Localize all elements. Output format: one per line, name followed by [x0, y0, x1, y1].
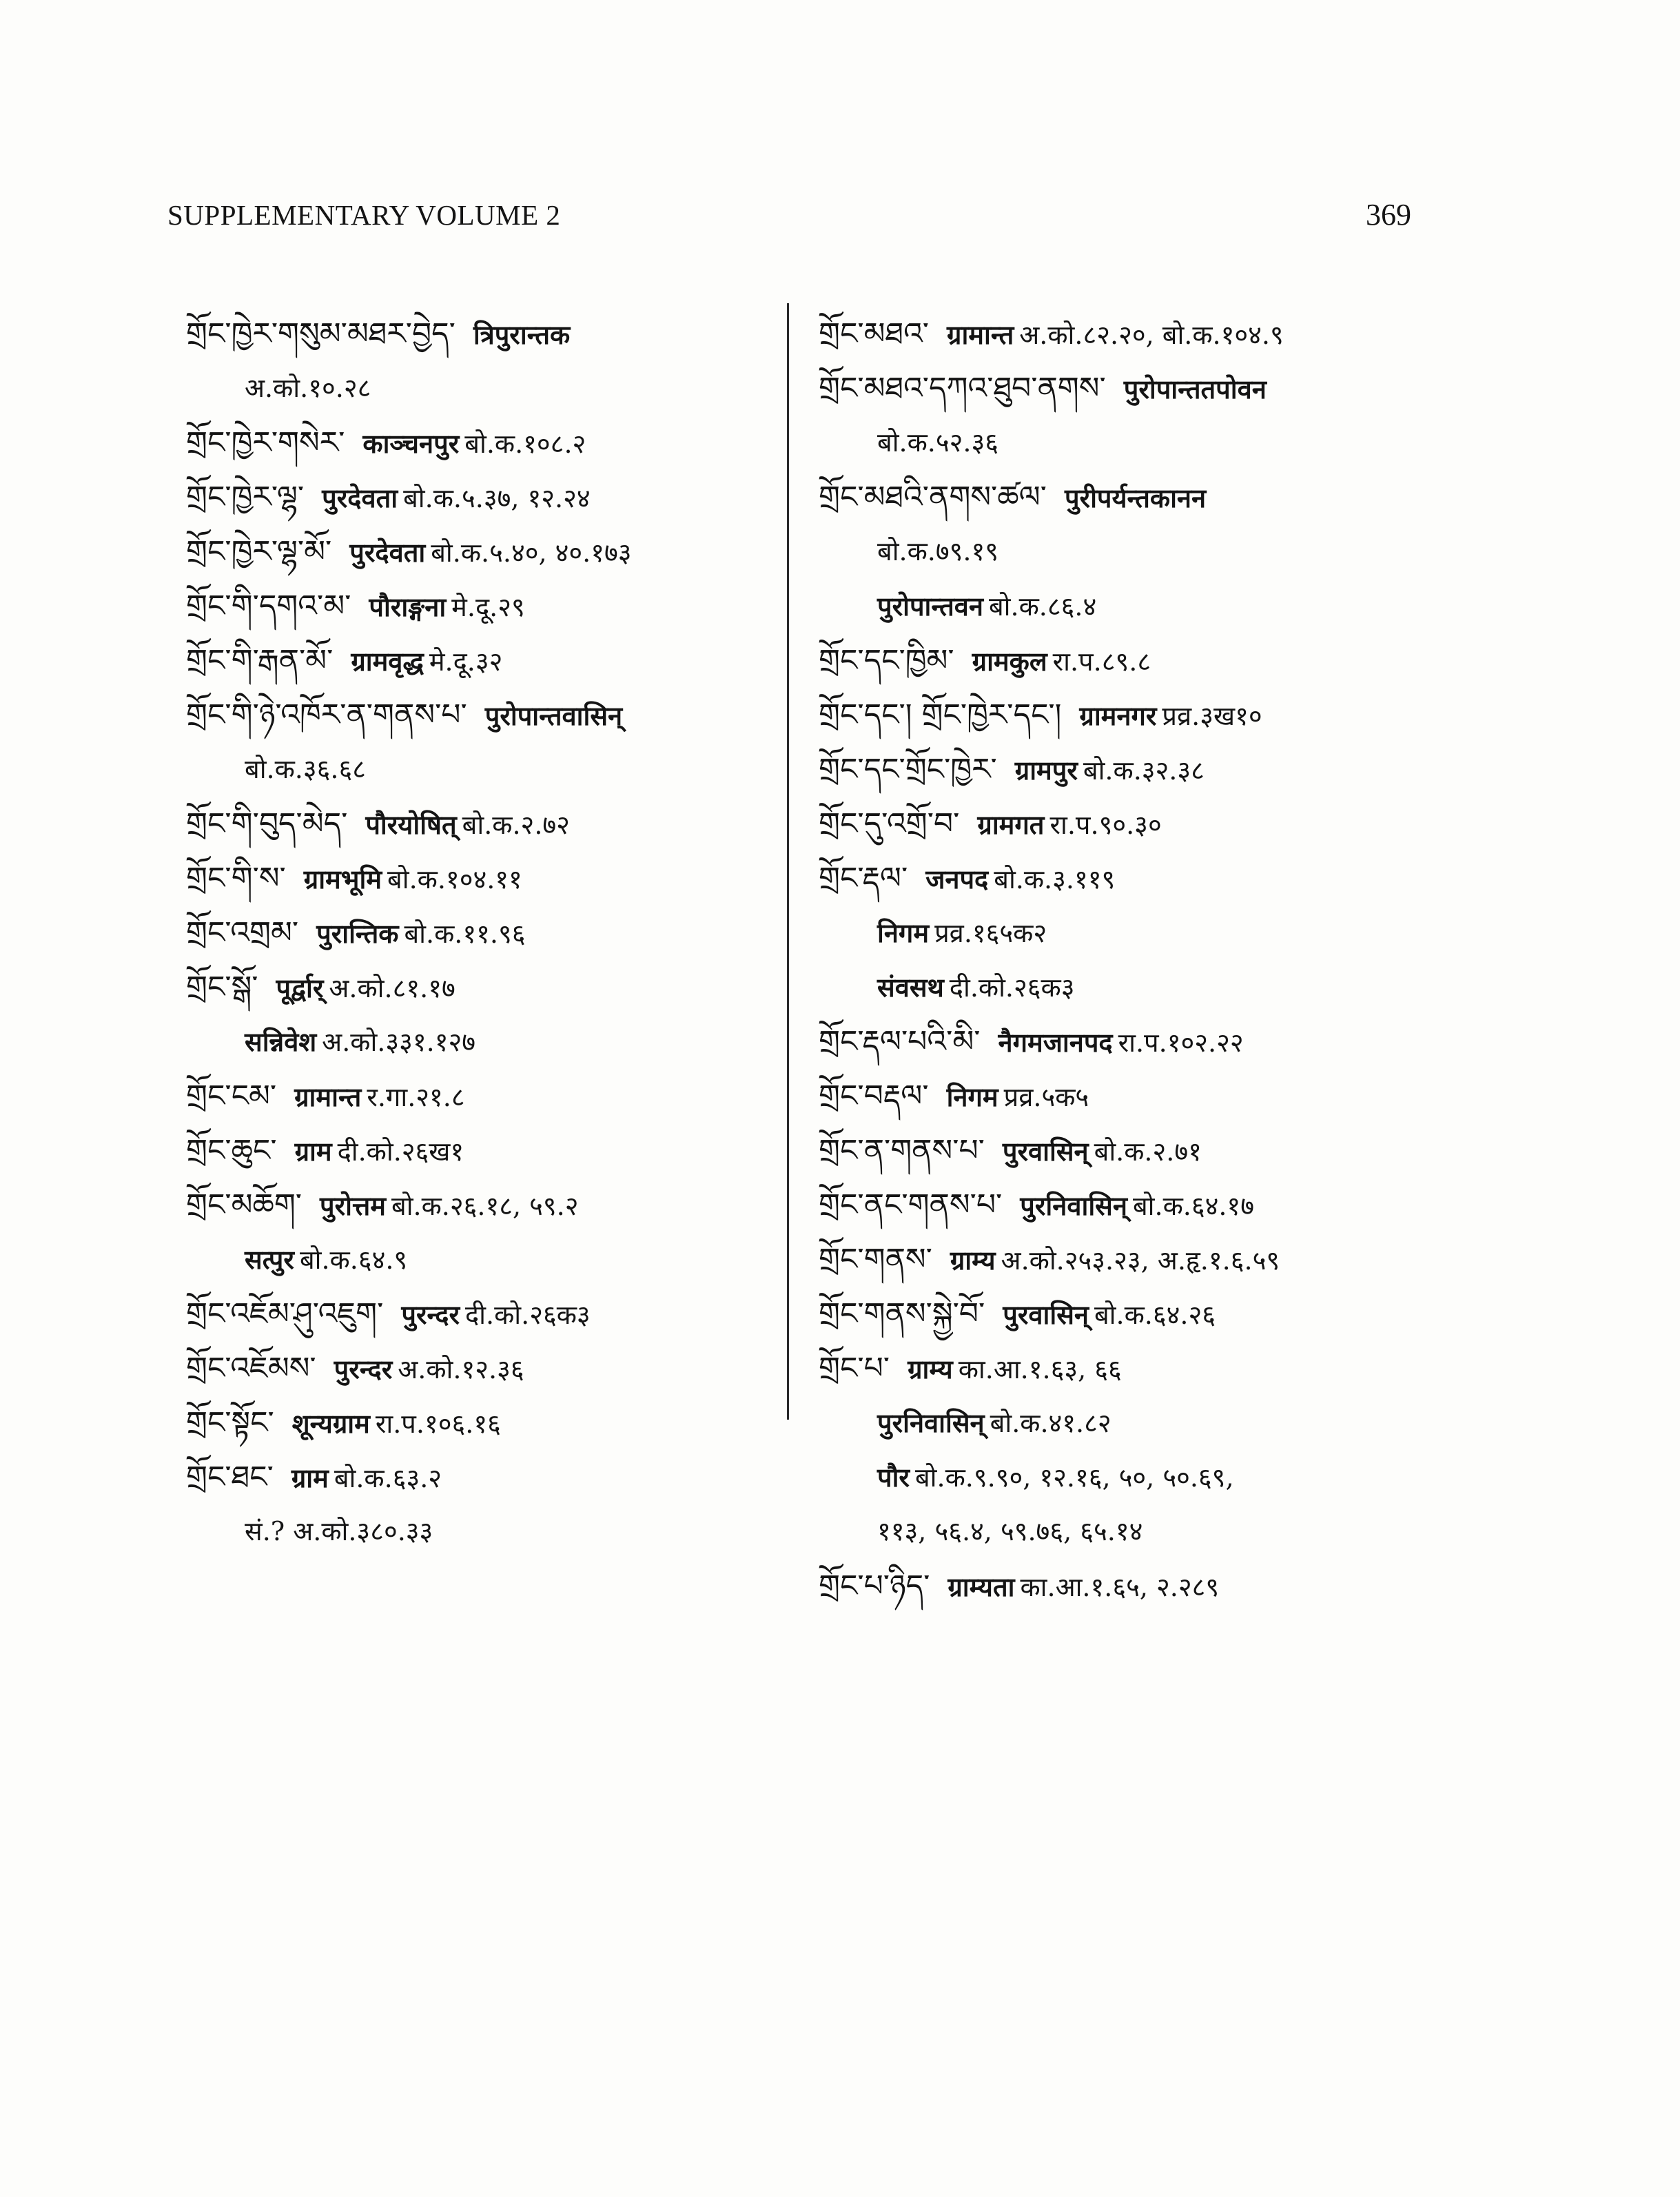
dictionary-entry: [819, 633, 1439, 688]
sanskrit-equivalent: पौराङ्गना: [369, 591, 447, 622]
tibetan-headword: གྲོང་མཐའི་ནགས་ཚལ་: [819, 480, 1047, 515]
dictionary-entry: [819, 1069, 1439, 1123]
sanskrit-equivalent: पुरन्दर: [334, 1353, 393, 1384]
source-reference: बो.क.६३.२: [334, 1463, 442, 1493]
sanskrit-equivalent: काञ्चनपुर: [362, 428, 460, 459]
source-reference: बो.क.३२.३८: [1083, 755, 1205, 786]
tibetan-headword: གྲོང་ཆུང་: [186, 1133, 277, 1168]
source-reference: बो.क.५२.३६: [877, 427, 999, 458]
sanskrit-equivalent: पुरीपर्यन्तकानन: [1064, 482, 1207, 513]
left-column: [186, 307, 779, 1559]
page-number: 369: [1366, 198, 1411, 232]
dictionary-entry: [819, 1178, 1439, 1232]
source-reference: बो.क.५.३७, १२.२४: [403, 483, 591, 513]
dictionary-entry: [186, 906, 779, 960]
tibetan-headword: གྲོང་སྟོང་: [186, 1405, 274, 1440]
source-reference: दी.को.२६क३: [949, 972, 1075, 1003]
source-reference: अ.को.१२.३६: [398, 1354, 524, 1384]
tibetan-headword: གྲོང་ནང་གནས་པ་: [819, 1187, 1003, 1223]
dictionary-entry: [186, 688, 779, 742]
sanskrit-equivalent: पौरयोषित्: [365, 809, 457, 840]
sanskrit-equivalent: पुरवासिन्: [1002, 1136, 1089, 1167]
tibetan-headword: གྲོང་གནས་སྐྱེ་བོ་: [819, 1296, 985, 1331]
sanskrit-equivalent: ग्रामान्त: [294, 1081, 362, 1112]
dictionary-entry: [186, 1069, 779, 1123]
tibetan-headword: གྲོང་གི་རྒན་མོ་: [186, 643, 334, 678]
sanskrit-equivalent: ग्राम: [291, 1462, 329, 1493]
source-reference: का.आ.१.६५, २.२८९: [1020, 1572, 1220, 1602]
sanskrit-equivalent: निगम: [877, 917, 930, 948]
source-reference: रा.प.१०६.१६: [375, 1409, 501, 1439]
tibetan-headword: གྲོང་འཇོམས་: [186, 1351, 316, 1386]
source-reference: दी.को.२६ख१: [337, 1136, 464, 1167]
source-reference: प्रव्र.५क५: [1003, 1082, 1089, 1112]
running-head: SUPPLEMENTARY VOLUME 2: [167, 199, 561, 231]
entry-continuation: [186, 1014, 779, 1069]
dictionary-entry: [186, 1178, 779, 1232]
tibetan-headword: གྲོང་ངམ་: [186, 1079, 277, 1114]
dictionary-entry: [819, 1014, 1439, 1069]
source-reference: बो.क.१०८.२: [464, 429, 586, 459]
entry-continuation: [819, 1396, 1439, 1450]
column-divider: [787, 303, 789, 1420]
tibetan-headword: གྲོང་ཁྱེར་ལྷ་མོ་: [186, 534, 332, 569]
entry-continuation: [819, 524, 1439, 579]
entry-continuation: [186, 1504, 779, 1559]
source-reference: बो.क.१०४.११: [387, 864, 522, 895]
dictionary-entry: [819, 361, 1439, 416]
tibetan-headword: གྲོང་གི་བུད་མེད་: [186, 806, 348, 841]
source-reference: दी.को.२६क३: [465, 1300, 591, 1330]
tibetan-headword: གྲོང་འགྲམ་: [186, 915, 299, 950]
source-reference: बो.क.८६.४: [988, 591, 1097, 622]
sanskrit-equivalent: ग्रामकुल: [972, 646, 1047, 677]
sanskrit-equivalent: पुरदेवता: [322, 482, 398, 513]
tibetan-headword: གྲོང་མཐའ་དཀའ་ཐུབ་ནགས་: [819, 371, 1106, 406]
entry-continuation: [186, 361, 779, 416]
dictionary-entry: [819, 851, 1439, 906]
sanskrit-equivalent: पौर: [877, 1462, 910, 1493]
sanskrit-equivalent: सत्पुर: [245, 1244, 294, 1275]
source-reference: बो.क.६४.१७: [1132, 1191, 1254, 1221]
dictionary-entry: [186, 1123, 779, 1178]
sanskrit-equivalent: ग्रामान्त: [947, 319, 1014, 350]
tibetan-headword: གྲོང་གི་དགའ་མ་: [186, 589, 351, 624]
sanskrit-equivalent: पुरोपान्तवन: [877, 591, 983, 622]
sanskrit-equivalent: पुरवासिन्: [1003, 1299, 1089, 1330]
source-reference: मे.दू.३२: [429, 646, 503, 677]
tibetan-headword: གྲོང་པ་ཉིད་: [819, 1568, 930, 1604]
tibetan-headword: གྲོང་ཁྱེར་གསེར་: [186, 425, 345, 460]
sanskrit-equivalent: पुरोपान्ततपोवन: [1123, 374, 1267, 405]
source-reference: बो.क.३.११९: [994, 864, 1116, 895]
source-reference: रा.प.९०.३०: [1049, 810, 1162, 840]
dictionary-entry: [819, 1123, 1439, 1178]
tibetan-headword: གྲོང་མཆོག་: [186, 1187, 303, 1223]
dictionary-entry: [186, 797, 779, 851]
dictionary-entry: [819, 1559, 1439, 1613]
tibetan-headword: གྲོང་གི་ཉེ་འཁོར་ན་གནས་པ་: [186, 697, 467, 733]
sanskrit-equivalent: नैगमजानपद: [998, 1027, 1113, 1058]
sanskrit-equivalent: ग्राम्यता: [947, 1571, 1015, 1602]
dictionary-entry: [186, 470, 779, 524]
source-reference: प्रव्र.१६५क२: [934, 918, 1047, 948]
dictionary-entry: [186, 851, 779, 906]
dictionary-entry: [186, 1450, 779, 1504]
tibetan-headword: གྲོང་ཐང་: [186, 1460, 274, 1495]
tibetan-headword: གྲོང་གི་ས་: [186, 861, 286, 896]
sanskrit-equivalent: पुरन्दर: [401, 1299, 460, 1330]
tibetan-headword: གྲོང་དང་། གྲོང་ཁྱེར་དང་།: [819, 697, 1062, 733]
tibetan-headword: གྲོང་ན་གནས་པ་: [819, 1133, 985, 1168]
tibetan-headword: གྲོང་དུ་འགྲོ་བ་: [819, 806, 960, 841]
dictionary-entry: [186, 1287, 779, 1341]
source-reference: सं.? अ.को.३८०.३३: [245, 1516, 433, 1546]
sanskrit-equivalent: त्रिपुरान्तक: [473, 319, 571, 350]
sanskrit-equivalent: पुरदेवता: [349, 537, 426, 568]
source-reference: मे.दू.२९: [451, 592, 525, 622]
tibetan-headword: གྲོང་དང་ཁྱིམ་: [819, 643, 954, 678]
sanskrit-equivalent: ग्रामपुर: [1014, 755, 1078, 786]
sanskrit-equivalent: पूर्द्वार्: [276, 972, 324, 1003]
source-reference: रा.प.१०२.२२: [1118, 1028, 1244, 1058]
source-reference: बो.क.४१.८२: [990, 1408, 1112, 1438]
source-reference: बो.क.६४.९: [299, 1245, 408, 1275]
dictionary-entry: [186, 1396, 779, 1450]
sanskrit-equivalent: ग्रामभूमि: [303, 864, 382, 895]
source-reference: बो.क.२.७२: [462, 810, 570, 840]
tibetan-headword: གྲོང་ཁྱེར་ལྷ་: [186, 480, 305, 515]
entry-continuation: [819, 906, 1439, 960]
source-reference: बो.क.७९.१९: [877, 536, 999, 566]
source-reference: बो.क.२६.१८, ५९.२: [391, 1191, 579, 1221]
dictionary-entry: [186, 416, 779, 470]
dictionary-entry: [819, 1287, 1439, 1341]
tibetan-headword: གྲོང་བརྡལ་: [819, 1079, 929, 1114]
sanskrit-equivalent: निगम: [946, 1081, 998, 1112]
source-reference: बो.क.२.७१: [1094, 1136, 1202, 1167]
source-reference: बो.क.९.९०, १२.१६, ५०, ५०.६९,: [914, 1462, 1234, 1493]
tibetan-headword: གྲོང་གནས་: [819, 1242, 932, 1277]
source-reference: बो.क.५.४०, ४०.१७३: [431, 538, 632, 568]
sanskrit-equivalent: ग्राम्य: [950, 1245, 996, 1276]
dictionary-entry: [186, 960, 779, 1014]
sanskrit-equivalent: संवसथ: [877, 972, 944, 1003]
source-reference: बो.क.३६.६८: [245, 754, 367, 784]
dictionary-entry: [819, 307, 1439, 361]
source-reference: र.गा.२१.८: [367, 1082, 465, 1112]
sanskrit-equivalent: ग्राम्य: [908, 1353, 953, 1384]
dictionary-entry: [186, 524, 779, 579]
sanskrit-equivalent: सन्निवेश: [245, 1026, 317, 1057]
source-reference: अ.को.८२.२०, बो.क.१०४.९: [1019, 320, 1284, 350]
sanskrit-equivalent: ग्रामगत: [977, 809, 1045, 840]
sanskrit-equivalent: पुरनिवासिन्: [877, 1407, 985, 1438]
tibetan-headword: གྲོང་ཁྱེར་གསུམ་མཐར་བྱེད་: [186, 316, 455, 351]
sanskrit-equivalent: पुरोत्तम: [320, 1190, 386, 1221]
dictionary-entry: [819, 470, 1439, 524]
dictionary-entry: [819, 688, 1439, 742]
right-column: [819, 307, 1439, 1613]
entry-continuation: [819, 1504, 1439, 1559]
entry-continuation: [819, 1450, 1439, 1504]
dictionary-entry: [819, 797, 1439, 851]
dictionary-entry: [819, 1232, 1439, 1287]
dictionary-entry: [186, 633, 779, 688]
entry-continuation: [819, 960, 1439, 1014]
source-reference: बो.क.६४.२६: [1094, 1300, 1216, 1330]
sanskrit-equivalent: पुरोपान्तवासिन्: [484, 700, 623, 731]
tibetan-headword: གྲོང་རྡལ་: [819, 861, 908, 896]
sanskrit-equivalent: शून्यग्राम: [291, 1408, 370, 1439]
entry-continuation: [819, 416, 1439, 470]
dictionary-entry: [186, 307, 779, 361]
entry-continuation: [819, 579, 1439, 633]
entry-continuation: [186, 1232, 779, 1287]
source-reference: अ.को.१०.२८: [245, 373, 371, 403]
source-reference: प्रव्र.३ख१०: [1162, 701, 1262, 731]
tibetan-headword: གྲོང་སྒོ་: [186, 970, 258, 1005]
source-reference: का.आ.१.६३, ६६: [958, 1354, 1122, 1384]
sanskrit-equivalent: पुरान्तिक: [316, 918, 399, 949]
dictionary-entry: [186, 579, 779, 633]
tibetan-headword: གྲོང་པ་: [819, 1351, 890, 1386]
source-reference: अ.को.८१.१७: [329, 973, 455, 1003]
tibetan-headword: གྲོང་འཇོམ་ཤུ་འཇུག་: [186, 1296, 384, 1331]
sanskrit-equivalent: ग्रामवृद्ध: [351, 646, 424, 677]
tibetan-headword: གྲོང་མཐའ་: [819, 316, 930, 351]
source-reference: बो.क.११.९६: [404, 919, 526, 949]
tibetan-headword: གྲོང་དང་གྲོང་ཁྱེར་: [819, 752, 997, 787]
tibetan-headword: གྲོང་རྡལ་པའི་མི་: [819, 1024, 981, 1059]
entry-continuation: [186, 742, 779, 797]
source-reference: अ.को.३३१.१२७: [322, 1027, 476, 1057]
source-reference: ११३, ५६.४, ५९.७६, ६५.१४: [877, 1516, 1143, 1546]
dictionary-entry: [819, 742, 1439, 797]
source-reference: अ.को.२५३.२३, अ.हृ.१.६.५९: [1001, 1245, 1280, 1276]
sanskrit-equivalent: ग्रामनगर: [1079, 700, 1157, 731]
sanskrit-equivalent: जनपद: [925, 864, 989, 895]
sanskrit-equivalent: ग्राम: [294, 1136, 332, 1167]
dictionary-entry: [819, 1341, 1439, 1396]
source-reference: रा.प.८९.८: [1052, 646, 1151, 677]
sanskrit-equivalent: पुरनिवासिन्: [1020, 1190, 1127, 1221]
page-header: [167, 197, 1411, 232]
dictionary-entry: [186, 1341, 779, 1396]
